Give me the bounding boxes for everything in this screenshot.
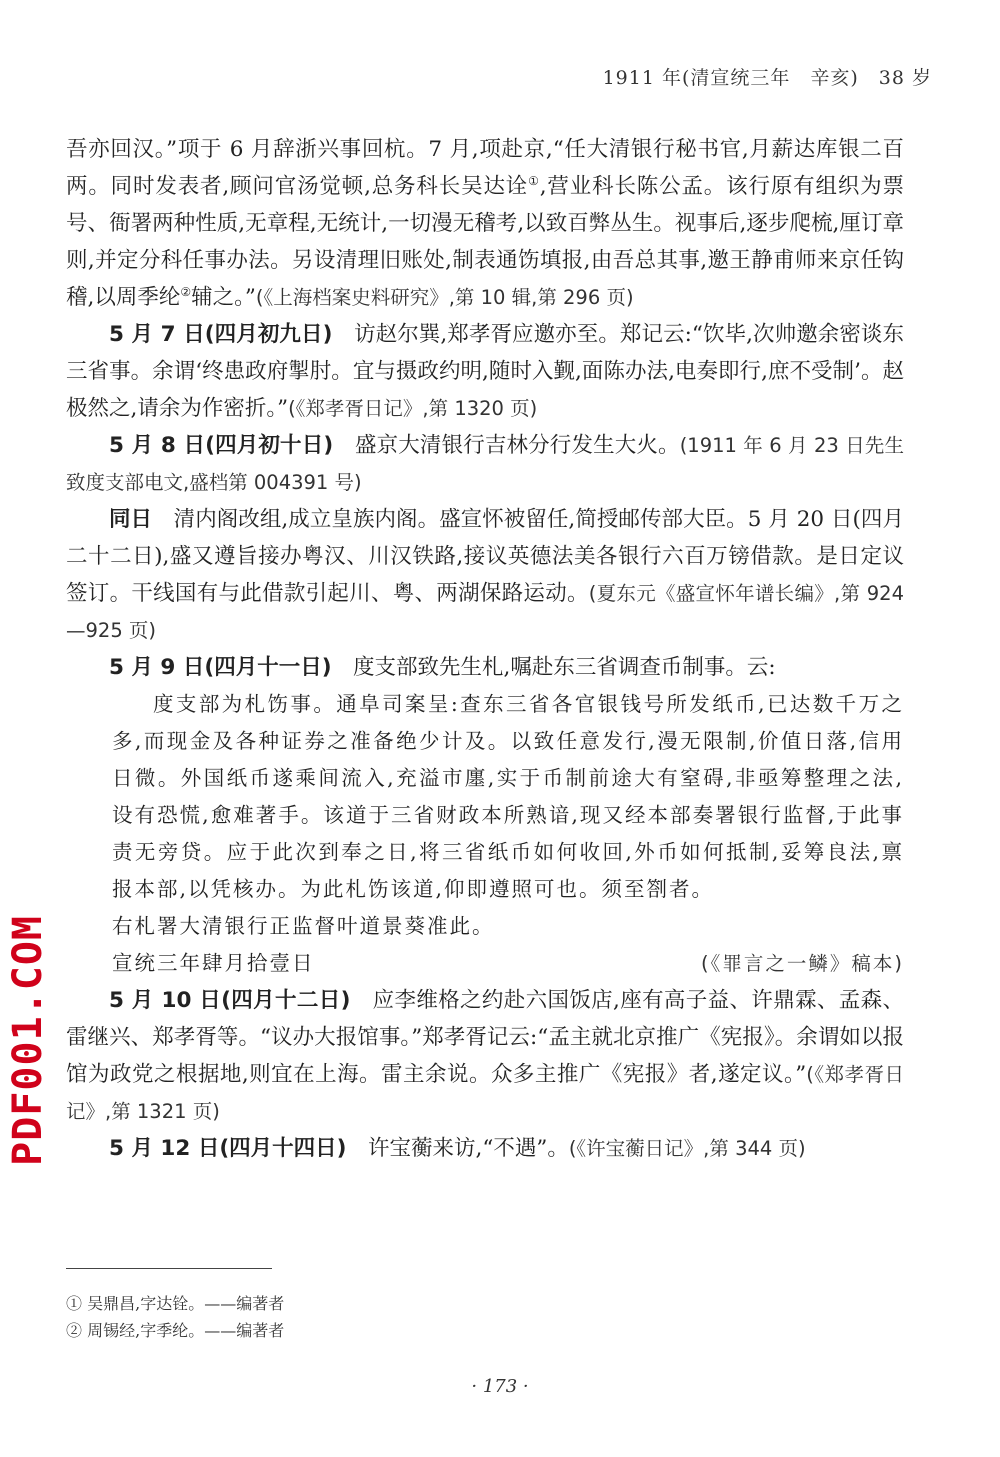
footnote-mark: ②	[66, 1321, 83, 1340]
source-citation: (夏东元《盛宣怀年谱长编》,第 924—925 页)	[66, 582, 904, 642]
quote-addressee: 右札署大清银行正监督叶道景葵准此。	[112, 914, 495, 938]
entry-may-10	[66, 982, 904, 1130]
footnote-ref-1[interactable]: ①	[528, 173, 540, 188]
source-citation: (《许宝蘅日记》,第 344 页)	[568, 1137, 806, 1160]
source-citation: (《罪言之一鳞》稿本)	[701, 952, 904, 975]
footnote-2	[66, 1317, 284, 1344]
footnote-ref-2[interactable]: ②	[180, 284, 192, 299]
entry-date: 5 月 9 日(四月十一日)	[109, 655, 332, 680]
quote-body: 度支部为札饬事。通阜司案呈:查东三省各官银钱号所发纸币,已达数千万之多,而现金及各种证券之准备绝少计及。以致任意发行,漫无限制,价值日落,信用日微。外国纸币遂乘间流入,充溢市廛,实于币制前途大有窒碍,非亟筹整理之法,设有恐慌,愈难著手。该道于三省财政本所熟谙,现又经本部奏署银行监督,于此事责无旁贷。应于此次到奉之日,将三省纸币如何收回,外币如何抵制,妥筹良法,禀报本部,以凭核办。为此札饬该道,仰即遵照可也。须至劄者。	[112, 692, 904, 901]
entry-date: 5 月 10 日(四月十二日)	[109, 988, 351, 1013]
entry-may-7	[66, 316, 904, 427]
entry-text: 盛京大清银行吉林分行发生大火。	[333, 433, 680, 458]
quote-date: 宣统三年肆月拾壹日	[112, 951, 315, 975]
footnote-text: 吴鼎昌,字达铨。——编著者	[87, 1294, 285, 1313]
running-head: 1911 年(清宣统三年 辛亥) 38 岁	[602, 67, 932, 89]
entry-text: 应李维格之约赴六国饭店,座有高子益、许鼎霖、孟森、雷继兴、郑孝胥等。“议办大报馆事。”郑孝胥记云:“孟主就北京推广《宪报》。余谓如以报馆为政党之根据地,则宜在上海。雷主余说。众多主推广《宪报》者,遂定议。”	[66, 988, 904, 1087]
entry-date: 5 月 12 日(四月十四日)	[109, 1136, 347, 1161]
quote-date-line	[112, 945, 904, 982]
entry-same-day	[66, 501, 904, 649]
page-body	[66, 131, 904, 1167]
footnote-text: 周锡经,字季纶。——编著者	[87, 1321, 285, 1340]
source-citation: (《上海档案史料研究》,第 10 辑,第 296 页)	[255, 286, 634, 309]
footnotes	[66, 1290, 284, 1344]
footnote-divider	[66, 1268, 272, 1269]
entry-text: 度支部致先生札,嘱赴东三省调查币制事。云:	[331, 655, 776, 680]
entry-may-12	[66, 1130, 904, 1167]
footnote-mark: ①	[66, 1294, 83, 1313]
quoted-document	[112, 686, 904, 982]
source-citation: (《郑孝胥日记》,第 1320 页)	[288, 397, 538, 420]
footnote-1	[66, 1290, 284, 1317]
watermark	[6, 915, 50, 1165]
entry-text: 清内阁改组,成立皇族内阁。盛宣怀被留任,简授邮传部大臣。5 月 20 日(四月二十二日),盛又遵旨接办粤汉、川汉铁路,接议英德法美各银行六百万镑借款。是日定议签订。干线国有与此借款引起川、粤、两湖保路运动。	[66, 507, 904, 606]
source-citation: (1911 年 6 月 23 日先生致度支部电文,盛档第 004391 号)	[66, 434, 904, 494]
entry-may-8	[66, 427, 904, 501]
paragraph-continuation: 吾亦回汉。”项于 6 月辞浙兴事回杭。7 月,项赴京,“任大清银行秘书官,月薪达库银二百两。同时发表者,顾问官汤觉顿,总务科长吴达诠①,营业科长陈公孟。该行原有组织为票号、衙署两种性质,无章程,无统计,一切漫无稽考,以致百弊丛生。视事后,逐步爬梳,厘订章则,并定分科任事办法。另设清理旧账处,制表通饬填报,由吾总其事,邀王静甫师来京任钩稽,以周季纶②辅之。”(《上海档案史料研究》,第 10 辑,第 296 页)	[66, 137, 905, 310]
entry-date: 5 月 7 日(四月初九日)	[109, 322, 333, 347]
entry-may-9	[66, 649, 904, 686]
entry-date: 5 月 8 日(四月初十日)	[109, 433, 334, 458]
page-number: · 173 ·	[471, 1376, 529, 1397]
watermark-text: PDF001.COM	[5, 914, 51, 1166]
entry-text: 许宝蘅来访,“不遇”。	[346, 1136, 569, 1161]
entry-text: 访赵尔巽,郑孝胥应邀亦至。郑记云:“饮毕,次帅邀余密谈东三省事。余谓‘终患政府掣肘。宜与摄政约明,随时入觐,面陈办法,电奏即行,庶不受制’。赵极然之,请余为作密折。”	[66, 322, 905, 421]
source-citation: (《郑孝胥日记》,第 1321 页)	[66, 1063, 904, 1123]
entry-date: 同日	[109, 507, 153, 532]
